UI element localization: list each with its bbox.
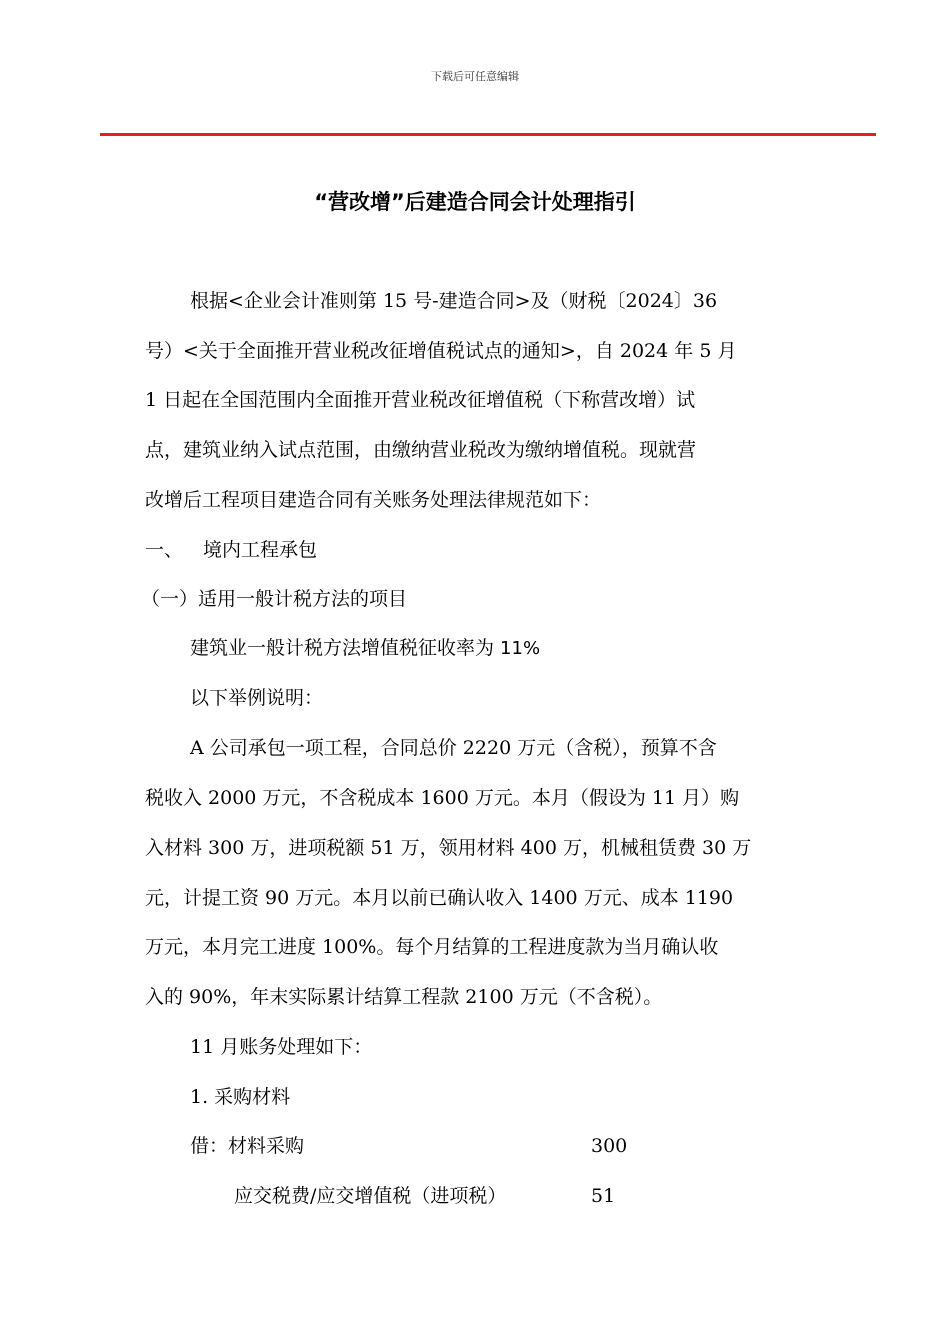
intro-line-3: 1 日起在全国范围内全面推开营业税改征增值税（下称营改增）试	[145, 389, 696, 411]
entry-debit-amount: 300	[591, 1135, 628, 1157]
intro-line-2: 号）<关于全面推开营业税改征增值税试点的通知>，自 2024 年 5 月	[145, 340, 737, 362]
rate-line-text: 建筑业一般计税方法增值税征收率为	[190, 637, 501, 659]
section-title: 境内工程承包	[203, 539, 318, 561]
example-line-1: A 公司承包一项工程，合同总价 2220 万元（含税），预算不含	[190, 737, 717, 759]
rate-value: 11%	[500, 638, 541, 659]
november-heading: 11 月账务处理如下：	[190, 1036, 373, 1058]
intro-line-1: 根据<企业会计准则第 15 号-建造合同>及（财税〔2024〕36	[190, 290, 718, 312]
document-title: “营改增”后建造合同会计处理指引	[314, 190, 636, 214]
subsection-heading: （一）适用一般计税方法的项目	[141, 588, 408, 610]
example-line-5: 万元，本月完工进度 100%。每个月结算的工程进度款为当月确认收	[145, 936, 719, 958]
header-note: 下载后可任意编辑	[431, 70, 519, 83]
example-intro: 以下举例说明：	[190, 687, 324, 709]
section-number: 一、	[145, 539, 184, 561]
rate-line	[190, 636, 540, 661]
section-heading-1	[145, 538, 317, 562]
example-line-4: 元，计提工资 90 万元。本月以前已确认收入 1400 万元、成本 1190	[145, 887, 734, 909]
entry-sub-label: 应交税费/应交增值税（进项税）	[234, 1185, 507, 1207]
intro-line-5: 改增后工程项目建造合同有关账务处理法律规范如下：	[145, 489, 602, 511]
example-line-3: 入材料 300 万，进项税额 51 万，领用材料 400 万，机械租赁费 30 万	[145, 837, 752, 859]
entry-debit-label: 借：材料采购	[190, 1135, 305, 1157]
step-1-heading: 1. 采购材料	[190, 1086, 291, 1108]
header-divider	[100, 133, 876, 136]
entry-sub-amount: 51	[591, 1185, 616, 1207]
example-line-6: 入的 90%，年末实际累计结算工程款 2100 万元（不含税）。	[145, 986, 663, 1008]
example-line-2: 税收入 2000 万元，不含税成本 1600 万元。本月（假设为 11 月）购	[145, 787, 740, 809]
intro-line-4: 点，建筑业纳入试点范围，由缴纳营业税改为缴纳增值税。现就营	[145, 439, 697, 461]
